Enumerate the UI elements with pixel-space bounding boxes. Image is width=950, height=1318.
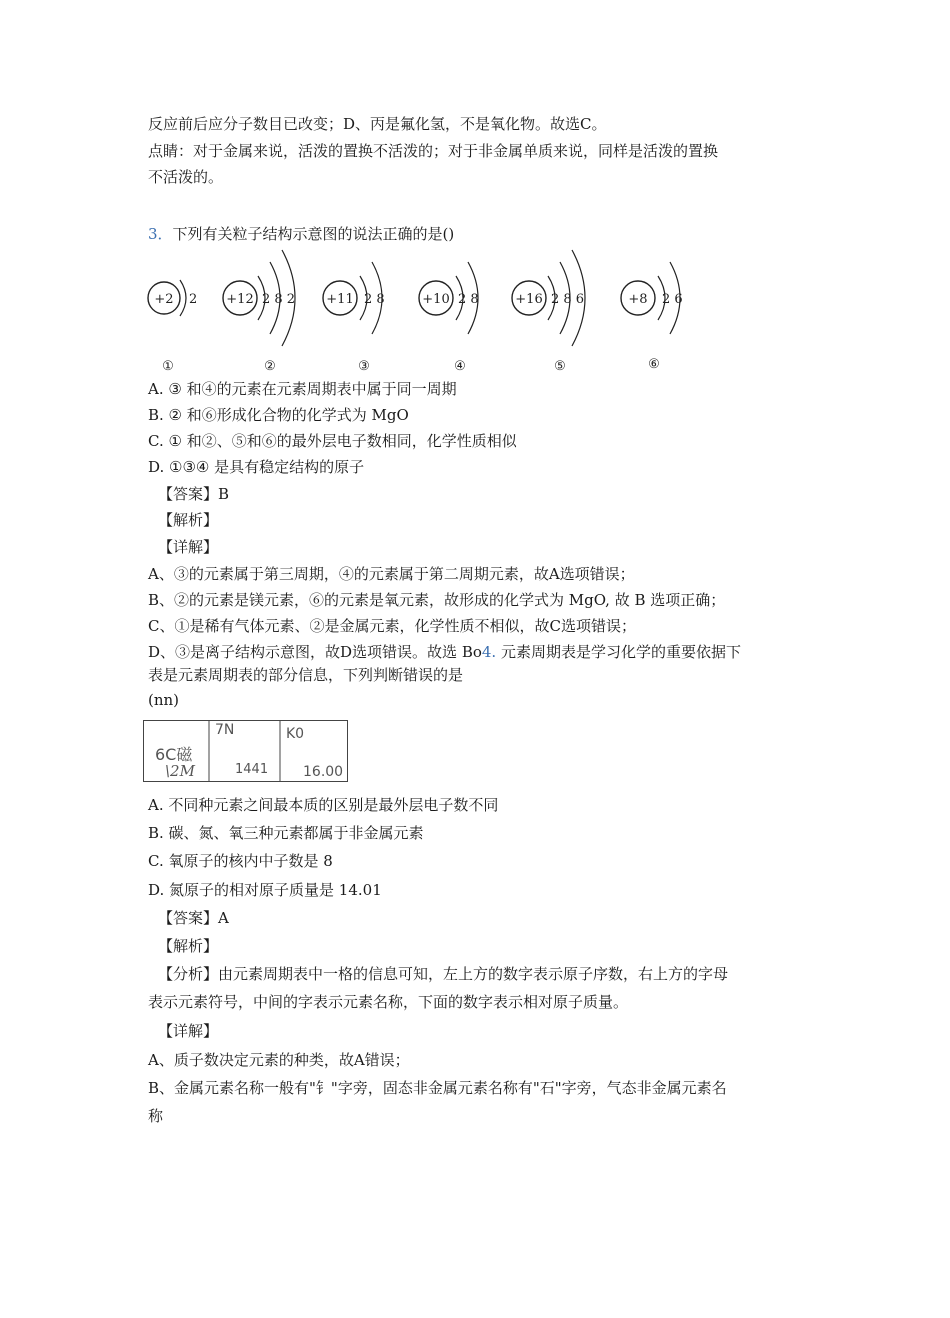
electron-shells: 2 — [189, 292, 198, 307]
question-4-number: 4. — [481, 643, 497, 661]
detail-line: 称 — [148, 1107, 164, 1125]
detail-line-d: D、③是离子结构示意图，故D选项错误。故选 Bo — [148, 643, 482, 661]
nucleus-charge: +11 — [326, 292, 354, 307]
question-4-stem: 元素周期表是学习化学的重要依据下 — [496, 643, 741, 661]
nucleus-charge: +12 — [226, 292, 254, 307]
question-number: 3． — [148, 225, 173, 243]
atom-label: ③ — [358, 359, 370, 374]
text-line: 反应前后应分子数目已改变；D、丙是氟化氢，不是氧化物。故选C。 — [148, 115, 607, 133]
cell-oxygen-bottom: 16.00 — [303, 764, 344, 780]
cell-nitrogen-top: 7N — [215, 722, 235, 738]
atom-1 — [148, 280, 197, 374]
option-d: D. 氮原子的相对原子质量是 14.01 — [148, 881, 382, 899]
atom-structure-diagrams — [140, 240, 700, 375]
electron-shells: 2 8 — [364, 292, 385, 307]
option-a: A. ③ 和④的元素在元素周期表中属于同一周期 — [148, 380, 457, 398]
option-c: C. ① 和②、⑤和⑥的最外层电子数相同，化学性质相似 — [148, 432, 517, 450]
atom-label: ⑤ — [554, 359, 566, 374]
cell-nitrogen-bottom: 1441 — [235, 762, 269, 777]
periodic-table-fragment — [143, 720, 348, 782]
atom-label: ④ — [454, 359, 466, 374]
answer-label: 【答案】A — [158, 909, 229, 927]
analysis-label: 【解析】 — [158, 511, 219, 529]
atom-label: ⑥ — [648, 357, 660, 372]
detail-label: 【详解】 — [158, 1022, 219, 1040]
atom-3 — [323, 262, 385, 374]
electron-shells: 2 8 2 — [262, 292, 296, 307]
option-c: C. 氧原子的核内中子数是 8 — [148, 852, 333, 870]
analysis-label: 【解析】 — [158, 937, 219, 955]
nucleus-charge: +2 — [154, 292, 174, 307]
option-a: A. 不同种元素之间最本质的区别是最外层电子数不同 — [148, 796, 499, 814]
cell-carbon-bottom: \2M — [165, 762, 195, 780]
cell-carbon-top: 6C磁 — [155, 745, 193, 764]
question-4-stem-cont: 表是元素周期表的部分信息，下列判断错误的是 — [148, 666, 464, 684]
cell-oxygen-top: K0 — [286, 726, 305, 742]
detail-line-with-q4 — [148, 642, 741, 662]
atom-label: ② — [264, 359, 276, 374]
question-text: 下列有关粒子结构示意图的说法正确的是() — [172, 225, 455, 243]
option-d: D. ①③④ 是具有稳定结构的原子 — [148, 458, 365, 476]
detail-line: B、金属元素名称一般有"钅"字旁，固态非金属元素名称有"石"字旁，气态非金属元素名 — [148, 1079, 727, 1097]
electron-shells: 2 8 6 — [551, 292, 585, 307]
nucleus-charge: +8 — [628, 292, 648, 307]
atom-5 — [512, 250, 585, 374]
nucleus-charge: +16 — [515, 292, 543, 307]
atom-4 — [419, 262, 479, 374]
option-b: B. 碳、氮、氧三种元素都属于非金属元素 — [148, 824, 424, 842]
option-b: B. ② 和⑥形成化合物的化学式为 MgO — [148, 406, 409, 424]
detail-line: A、③的元素属于第三周期，④的元素属于第二周期元素，故A选项错误； — [148, 565, 635, 583]
atom-2 — [223, 250, 295, 374]
electron-shells: 2 8 — [458, 292, 479, 307]
nucleus-charge: +10 — [422, 292, 450, 307]
detail-line: C、①是稀有气体元素、②是金属元素，化学性质不相似，故C选项错误； — [148, 617, 636, 635]
text-line: 点睛：对于金属来说，活泼的置换不活泼的；对于非金属单质来说，同样是活泼的置换 — [148, 142, 719, 160]
atom-label: ① — [162, 359, 174, 374]
fenxi-line: 表示元素符号，中间的字表示元素名称，下面的数字表示相对原子质量。 — [148, 993, 629, 1011]
atom-6 — [621, 262, 683, 372]
answer-label: 【答案】B — [158, 485, 230, 503]
detail-line: A、质子数决定元素的种类，故A错误； — [148, 1051, 410, 1069]
electron-shells: 2 6 — [662, 292, 683, 307]
text-line: 不活泼的。 — [148, 168, 224, 186]
detail-label: 【详解】 — [158, 538, 219, 556]
fenxi-line: 【分析】由元素周期表中一格的信息可知，左上方的数字表示原子序数，右上方的字母 — [158, 965, 729, 983]
question-4-stem-suffix: (nn) — [148, 691, 180, 709]
detail-line: B、②的元素是镁元素，⑥的元素是氧元素，故形成的化学式为 MgO, 故 B 选项正确； — [148, 591, 726, 609]
